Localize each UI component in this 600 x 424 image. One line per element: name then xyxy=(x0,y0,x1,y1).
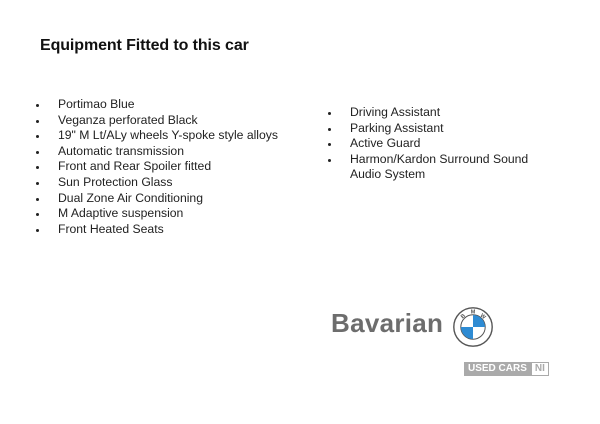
bmw-roundel-icon xyxy=(453,307,493,347)
equipment-item: Dual Zone Air Conditioning xyxy=(36,191,278,207)
equipment-item: Active Guard xyxy=(328,136,550,152)
badge-used-cars: USED CARS xyxy=(464,362,531,376)
equipment-item: Veganza perforated Black xyxy=(36,113,278,129)
logo-letter-w: W xyxy=(478,312,487,321)
badge-ni: NI xyxy=(531,362,549,376)
equipment-item: Sun Protection Glass xyxy=(36,175,278,191)
equipment-item: Front and Rear Spoiler fitted xyxy=(36,159,278,175)
page-title: Equipment Fitted to this car xyxy=(40,37,249,54)
logo-letter-b: B xyxy=(459,313,467,321)
equipment-item: Parking Assistant xyxy=(328,121,550,137)
equipment-list-left xyxy=(36,97,278,237)
equipment-item: Front Heated Seats xyxy=(36,222,278,238)
equipment-item: 19" M Lt/ALy wheels Y-spoke style alloys xyxy=(36,128,278,144)
dealer-logo-text: Bavarian xyxy=(331,308,444,338)
equipment-item: Driving Assistant xyxy=(328,105,550,121)
equipment-list-right xyxy=(328,105,550,183)
equipment-item: M Adaptive suspension xyxy=(36,206,278,222)
used-cars-badge xyxy=(464,362,549,376)
equipment-item: Harmon/Kardon Surround Sound Audio System xyxy=(328,152,550,183)
logo-letter-m: M xyxy=(470,309,476,316)
equipment-item: Portimao Blue xyxy=(36,97,278,113)
equipment-item: Automatic transmission xyxy=(36,144,278,160)
